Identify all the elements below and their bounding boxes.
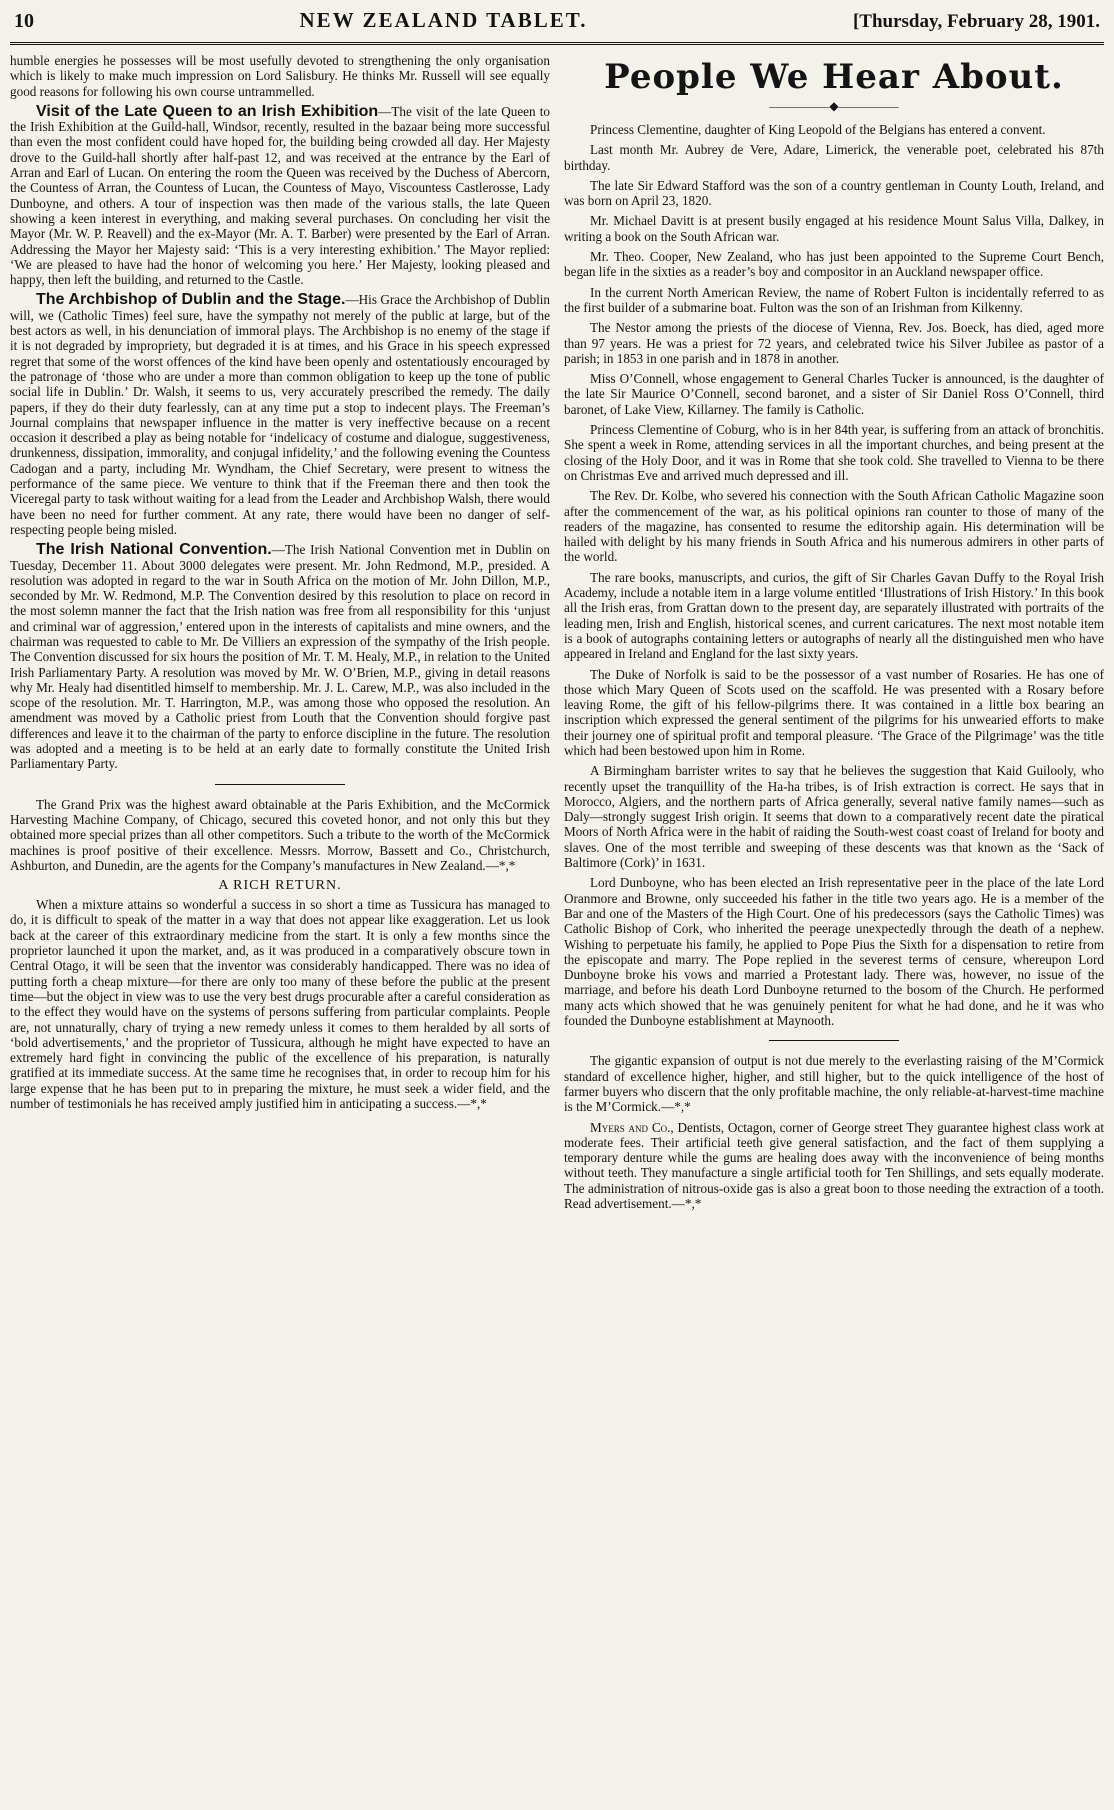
rich-return-heading: A RICH RETURN. <box>218 878 342 894</box>
people-item: The Duke of Norfolk is said to be the possessor of a vast number of Rosaries. He has one of those which Mary Queen of Scots used on the scaffold. He was presented with a Rosary before leaving Rome, the gift of his fellow-pilgrims there. It was contained in a little box bearing an inscription which expressed the general sentiment of the pilgrims for his unwearied efforts to make their journey one of spiritual profit and temporal pleasure. ‘The Grace of the Pilgrimage’ was the title which had been bestowed upon him in Rome. <box>564 666 1104 758</box>
grand-prix-paragraph: The Grand Prix was the highest award obtainable at the Paris Exhibition, and the McCormick Harvesting Machine Company, of Chicago, secured this coveted honor, and not only this but they obtained more special prizes than all other competitors. Such a tribute to the worth of the McCormick machines is proof positive of their excellence. Messrs. Morrow, Bassett and Co., Christchurch, Ashburton, and Dunedin, are the agents for the Company’s manufactures in New Zealand.—*,* <box>10 796 550 873</box>
people-item: A Birmingham barrister writes to say that he believes the suggestion that Kaid Guilooly, who recently upset the tranquillity of the Ha-ha tribes, is of Irish extraction is correct. He says that in Morocco, Algiers, and the northern parts of Africa generally, several native family names—such as Daly—strongly suggest Irish origin. It seems that down to a comparatively recent date the piratical Moors of North Africa were in the habit of raiding the South-west coast coast of Ireland for booty and slaves. One of the most terrible and sweeping of these descents was that known as the ‘Sack of Baltimore (Cork)’ in 1631. <box>564 763 1104 871</box>
people-item: Last month Mr. Aubrey de Vere, Adare, Limerick, the venerable poet, celebrated his 87th birthday. <box>564 142 1104 173</box>
intro-paragraph: humble energies he possesses will be most usefully devoted to strengthening the only organisation which is likely to make much impression on Lord Salisbury. He thinks Mr. Russell will see equally good reasons for following his own course untrammelled. <box>10 53 550 99</box>
myers-body: , Dentists, Octagon, corner of George street They guarantee highest class work at moderate fees. Their artificial teeth give general satisfaction, and the fact of them supplying a temporary denture while the gums are healing does away with the inconvenience of being months without teeth. They manufacture a single artificial tooth for Ten Shillings, and sets equally moderate. The administration of nitrous-oxide gas is also a great boon to those needing the extraction of a tooth. Read advertisement.—*,* <box>564 1119 1104 1211</box>
people-item: Princess Clementine of Coburg, who is in her 84th year, is suffering from an attack of bronchitis. She spent a week in Rome, attending services in all the important churches, and being present at the closing of the Holy Door, and it was in Rome that she took cold. She travelled to Vienna to be there on Christmas Eve and arrived much depressed and ill. <box>564 422 1104 483</box>
newspaper-title: NEW ZEALAND TABLET. <box>299 8 588 32</box>
people-item: The Nestor among the priests of the diocese of Vienna, Rev. Jos. Boeck, has died, aged more than 97 years. He was a priest for 72 years, and celebrated twice his Silver Jubilee as pastor of a parish; in 1853 in one parish and in 1878 in another. <box>564 320 1104 366</box>
left-column <box>10 53 550 1216</box>
divider-rule <box>769 1040 899 1041</box>
convention-body: —The Irish National Convention met in Dublin on Tuesday, December 11. About 3000 delegates were present. Mr. John Redmond, M.P., presided. A resolution was adopted in regard to the war in South Africa on the motion of Mr. John Dillon, M.P., seconded by Mr. W. Redmond, M.P. The Convention desired by this resolution to place on record in the most solemn manner the fact that the Irish nation was free from all responsibility for this ‘unjust and criminal war of aggression,’ entered upon in the interests of capitalists and mine owners, and the chairman was requested to cable to Mr. De Villiers an expression of the sympathy of the Irish people. The Convention discussed for six hours the position of Mr. T. M. Healy, M.P., in relation to the United Irish Parliamentary Party. A resolution was moved by Mr. W. O’Brien, M.P., giving in detail reasons why Mr. Healy had disentitled himself to membership. Mr. J. L. Carew, M.P., was also included in the scope of the resolution. Mr. T. Harrington, M.P., was among those who opposed the resolution. An amendment was moved by a Catholic priest from Louth that the Convention should forgive past differences and leave it to the chairman of the party to enforce discipline in the future. The resolution was adopted and a meeting is to be held at an early date to formally constitute the United Irish Parliamentary Party. <box>10 542 550 772</box>
people-item: The rare books, manuscripts, and curios, the gift of Sir Charles Gavan Duffy to the Royal Irish Academy, include a notable item in a large volume entitled ‘Illustrations of Irish History.’ In this book all the Irish eras, from Grattan down to the present day, are separately illustrated with portraits of the leading men, Irish and English, historical scenes, and current caricatures. The next most notable item is a book of autographs containing letters or autographs of nearly all the distinguished men who have appeared in Ireland and England for the last sixty years. <box>564 569 1104 662</box>
myers-advertisement <box>564 1120 1104 1212</box>
people-we-hear-about-title: People We Hear About. <box>604 57 1064 97</box>
people-item: Mr. Michael Davitt is at present busily engaged at his residence Mount Salus Villa, Dalkey, in writing a book on the South African war. <box>564 213 1104 244</box>
convention-article <box>10 542 550 771</box>
people-item: The late Sir Edward Stafford was the son of a country gentleman in County Louth, Ireland, and was born on April 23, 1820. <box>564 177 1104 209</box>
divider-rule <box>215 784 345 785</box>
convention-heading: The Irish National Convention. <box>36 541 272 559</box>
archbishop-article <box>10 292 550 537</box>
people-item: Miss O’Connell, whose engagement to General Charles Tucker is announced, is the daughter of the late Sir Maurice O’Connell, second baronet, and a sister of Sir Daniel Ross O’Connell, third baronet, of Lake View, Killarney. The family is Catholic. <box>564 371 1104 417</box>
columns <box>10 53 1104 1216</box>
people-item: Lord Dunboyne, who has been elected an Irish representative peer in the place of the late Lord Oranmore and Browne, only succeeded his father in the title two years ago. He is a member of the Bar and one of the Masters of the High Court. One of his predecessors (says the Catholic Times) was Catholic Bishop of Cork, who inherited the peerage unexpectedly through the death of a nephew. Wishing to perpetuate his family, he applied to Pope Pius the Sixth for a dispensation to retire from the episcopate and marry. The Pope replied in the severest terms of censure, whereupon Lord Dunboyne broke his vows and married a Protestant lady. There was, however, no issue of the marriage, and before his death Lord Dunboyne returned to the bosom of the Church. He performed many acts which showed that he was genuinely penitent for what he had done, and he it was who founded the Dunboyne establishment at Maynooth. <box>564 875 1104 1029</box>
ornament-divider: —————◆————— <box>769 99 899 113</box>
visit-article <box>10 104 550 288</box>
people-item: In the current North American Review, the name of Robert Fulton is incidentally referred to as the first builder of a submarine boat. Fulton was the son of an Irishman from Kilkenny. <box>564 284 1104 315</box>
issue-date: [Thursday, February 28, 1901. <box>852 11 1100 32</box>
archbishop-body: —His Grace the Archbishop of Dublin will, we (Catholic Times) feel sure, have the sympathy not merely of the public at large, but of the best actors as well, in his denunciation of immoral plays. The Archbishop is no enemy of the stage if it is not degraded by impropriety, but degraded it is at times, and his Grace in his speech expressed regret that some of the worst offences of the kind have been openly and ostentatiously encouraged by the patronage of ‘those who are under a more than common obligation to keep up the tone of public social life in Dublin.’ Dr. Walsh, it seems to us, very accurately prescribed the remedy. The daily papers, if they do their duty fearlessly, can at any time put a stop to indecent plays. The Freeman’s Journal complains that newspaper influence in the matter is very ineffective because on a recent occasion it described a play as being notable for ‘indelicacy of costume and dialogue, suggestiveness, drunkenness, dissipation, immorality, and conjugal infidelity,’ and the following evening the Countess Cadogan and a party, including Mr. Wyndham, the Chief Secretary, were present to witness the performance of the same piece. We venture to think that if the Freeman there and then took the Viceregal party to task without waiting for a lead from the Leader and Archbishop Walsh, there would have been no need for further comment. At any rate, there would have been no danger of self-respecting people being misled. <box>10 292 550 537</box>
myers-name: Myers and Co. <box>590 1119 671 1135</box>
people-item: The Rev. Dr. Kolbe, who severed his connection with the South African Catholic Magazine soon after the commencement of the war, as his political opinions ran counter to those of many of the readers of the magazine, has consented to resume the editorship again. His determination will be hailed with delight by his many friends in South Africa and his numerous admirers in other parts of the world. <box>564 488 1104 565</box>
archbishop-heading: The Archbishop of Dublin and the Stage. <box>36 291 346 309</box>
masthead <box>10 6 1104 45</box>
right-column <box>564 53 1104 1216</box>
rich-return-body: When a mixture attains so wonderful a success in so short a time as Tussicura has managed to do, it is difficult to speak of the matter in a way that does not appear like exaggeration. Let us look back at the career of this extraordinary medicine from the start. It is only a few months since the proprietor launched it upon the market, and, as it was produced in a comparatively obscure town in Central Otago, it will be seen that the inventor was considerably handicapped. There was no idea of putting forth a cheap mixture—for there are only too many of these before the public at the present time—but the object in view was to use the very best drugs procurable after a careful consideration as to the effect they would have on the systems of persons suffering from particular complaints. People are, not unnaturally, chary of trying a new remedy unless it comes to them heralded by all sorts of ‘bold advertisements,’ and the proprietor of Tussicura, although he might have expected to have an extremely hard fight in convincing the public of the excellence of his preparation, is naturally gratified at its immediate success. At the same time he recognises that, in order to recoup him for his large expense that he has been put to in preparing the mixture, he must seek a wider field, and the number of testimonials he has received amply justified him in anticipating a success.—*,* <box>10 897 550 1111</box>
people-item: Princess Clementine, daughter of King Leopold of the Belgians has entered a convent. <box>590 122 1046 137</box>
visit-body: —The visit of the late Queen to the Irish Exhibition at the Guild-hall, Windsor, recently, resulted in the bazaar being more successful than even the most confident could have hoped for, the building being crowded all day. Her Majesty drove to the Guild-hall shortly after half-past 12, and was received at the entrance by the Earl of Arran and Earl of Lucan. On entering the room the Queen was received by the Duchess of Abercorn, the Countess of Arran, the Countess of Lucan, the Countess of Mayo, Viscountess Castlerosse, Lady Dunboyne, and others. A tour of inspection was then made of the various stalls, the late Queen showing a keen interest in everything, and making several purchases. On concluding her visit the Mayor (Mr. W. P. Reavell) and the ex-Mayor (Mr. A. T. Barber) were presented by the Earl of Arran. Addressing the Mayor her Majesty said: ‘This is a very interesting exhibition.’ The Mayor replied: ‘We are pleased to have had the honor of welcoming you here.’ Her Majesty, looking pleased and happy, then left the building, and returned to the Castle. <box>10 103 550 288</box>
people-item: Mr. Theo. Cooper, New Zealand, who has just been appointed to the Supreme Court Bench, began life in the sixties as a reader’s boy and compositor in an Auckland newspaper office. <box>564 249 1104 280</box>
visit-heading: Visit of the Late Queen to an Irish Exhibition <box>36 102 379 120</box>
mccormick-paragraph: The gigantic expansion of output is not due merely to the everlasting raising of the M’Cormick standard of excellence higher, higher, and still higher, but to the quick intelligence of the host of farmer buyers who discern that the only profitable machine, the only reliable-at-harvest-time machine is the M’Cormick.—*,* <box>564 1053 1104 1115</box>
page-number: 10 <box>14 10 34 32</box>
